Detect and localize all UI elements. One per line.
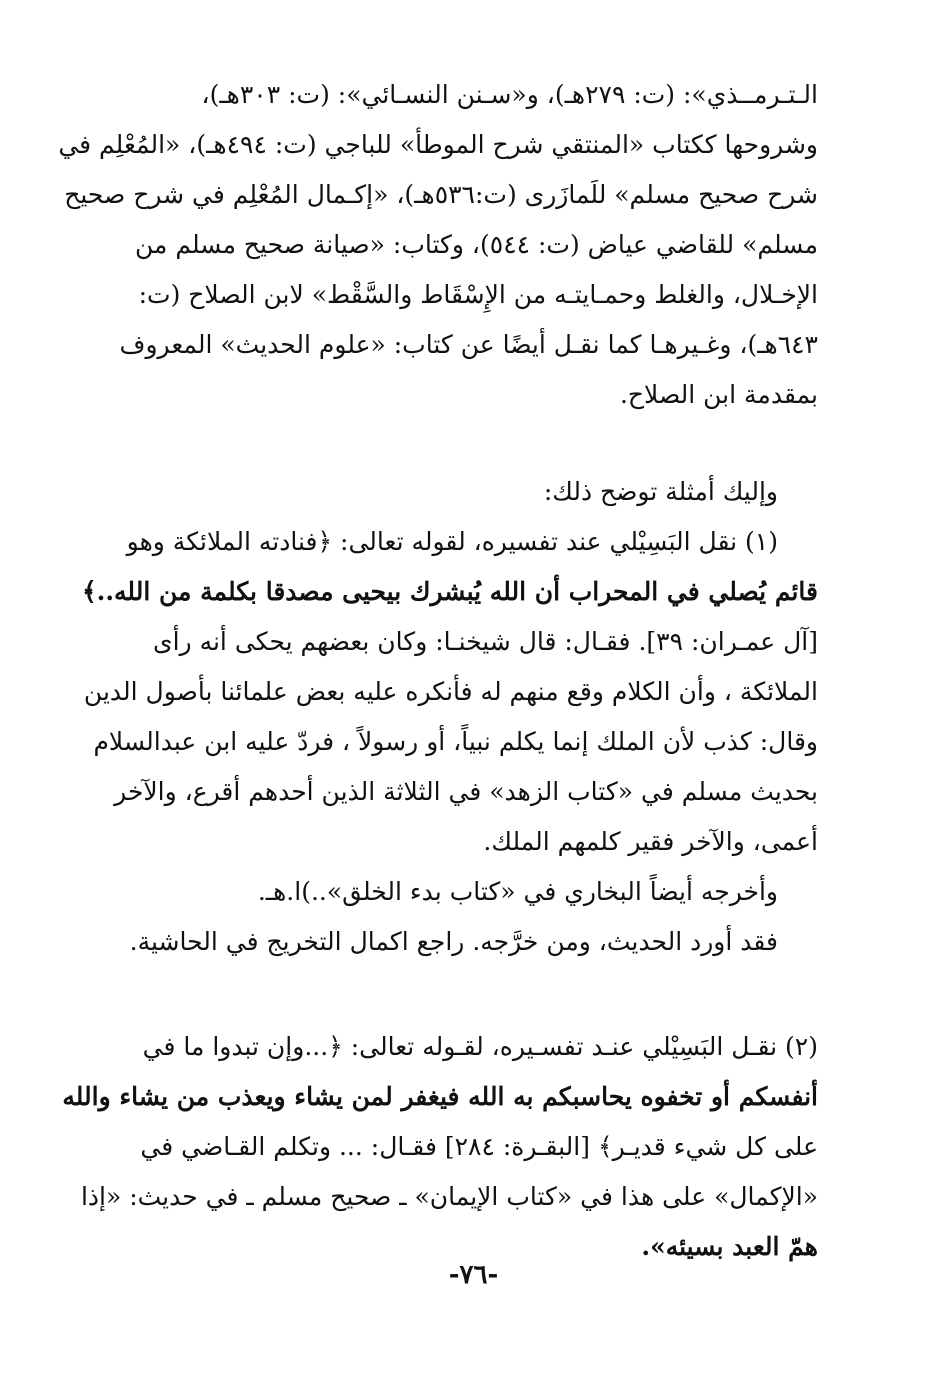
examples-intro-line: وإليك أمثلة توضح ذلك: (543, 477, 778, 506)
text-line: الإخـلال، والغلط وحمـايتـه من الإِسْقَاط والسَّقْط» لابن الصلاح (ت: (138, 280, 818, 309)
example-2 (62, 1022, 818, 1272)
section-gap (100, 420, 818, 467)
text-line: وشروحها ككتاب «المنتقي شرح الموطأ» للباجي (ت: ٤٩٤هـ)، «المُعْلِم في (58, 130, 818, 159)
text-line: بمقدمة ابن الصلاح. (619, 380, 818, 409)
text-line: [آل عمـران: ٣٩]. فقـال: قال شيخنـا: وكان بعضهم يحكى أنه رأى (153, 627, 818, 656)
text-line: بحديث مسلم في «كتاب الزهد» في الثلاثة الذين أحدهم أقرع، والآخر (114, 777, 818, 806)
examples-intro (100, 467, 818, 517)
text-line: الـتـرمــذي»: (ت: ٢٧٩هـ)، و«سـنن النسـائي»: (ت: ٣٠٣هـ)، (201, 80, 818, 109)
hadith-quote-line: همّ العبد بسيئه». (641, 1232, 818, 1261)
text-line: وأخرجه أيضاً البخاري في «كتاب بدء الخلق»..)ا.هـ. (257, 877, 778, 906)
text-line: شرح صحيح مسلم» للَمازَرى (ت:٥٣٦هـ)، «إكـمال المُعْلِم في شرح صحيح (64, 180, 818, 209)
text-line: ٦٤٣هـ)، وغـيرهـا كما نقـل أيضًا عن كتاب: «علوم الحديث» المعروف (119, 330, 818, 359)
section-gap (100, 967, 818, 1022)
text-line: أعمى، والآخر فقير كلمهم الملك. (483, 827, 818, 856)
text-line: وقال: كذب لأن الملك إنما يكلم نبياً، أو رسولاً ، فردّ عليه ابن عبدالسلام (93, 727, 818, 756)
text-line: (١) نقل البَسِيْلي عند تفسيره، لقوله تعالى: ﴿فنادته الملائكة وهو (126, 527, 778, 556)
text-line: الملائكة ، وأن الكلام وقع منهم له فأنكره عليه بعض علمائنا بأصول الدين (83, 677, 818, 706)
text-line: مسلم» للقاضي عياض (ت: ٥٤٤)، وكتاب: «صيانة صحيح مسلم من (134, 230, 818, 259)
page-number: -٧٦- (448, 1260, 499, 1290)
text-line: على كل شيء قديـر﴾ [البقـرة: ٢٨٤] فقـال: ... وتكلم القـاضي في (140, 1132, 818, 1161)
text-line: فقد أورد الحديث، ومن خرَّجه. راجع اكمال التخريج في الحاشية. (129, 927, 778, 956)
text-line: «الإكمال» على هذا في «كتاب الإيمان» ـ صحيح مسلم ـ في حديث: «إذا (80, 1182, 818, 1211)
page-body (58, 70, 818, 1360)
text-line: (٢) نقـل البَسِيْلي عنـد تفسـيره، لقـوله تعالى: ﴿...وإن تبدوا ما في (142, 1032, 818, 1061)
quran-verse-line: قائم يُصلي في المحراب أن الله يُبشرك بيحيى مصدقا بكلمة من الله..﴾ (81, 577, 818, 606)
example-1 (81, 517, 818, 967)
quran-verse-line: أنفسكم أو تخفوه يحاسبكم به الله فيغفر لمن يشاء ويعذب من يشاء والله (62, 1082, 818, 1111)
intro-paragraph (58, 70, 818, 420)
